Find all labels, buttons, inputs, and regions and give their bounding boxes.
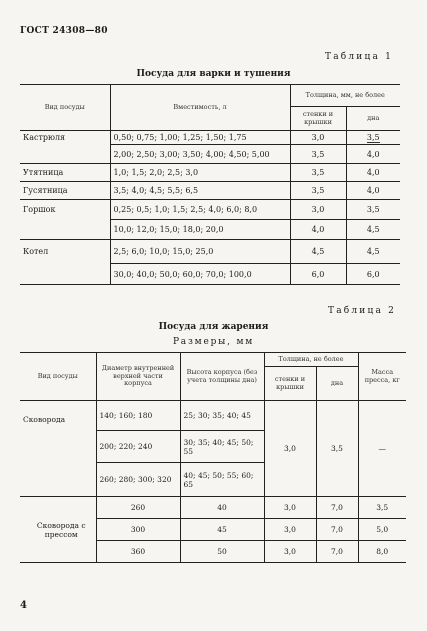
table-row <box>20 220 400 240</box>
table1-bottom: 4,5 <box>346 220 400 240</box>
table2-header-walls: стенки и крышки <box>264 367 316 401</box>
table2-bottom: 7,0 <box>316 541 358 563</box>
table1-walls: 3,5 <box>290 145 346 164</box>
table1-walls: 4,0 <box>290 220 346 240</box>
table2-group1-walls: 3,0 <box>264 401 316 497</box>
table2-group1-type: Сковорода <box>20 401 96 497</box>
table1-header-volume: Вместимость, л <box>110 85 290 131</box>
table1-type: Котел <box>20 240 110 264</box>
table1-title: Посуда для варки и тушения <box>136 69 291 79</box>
table2-header-vid: Вид посуды <box>20 353 96 401</box>
table1-walls: 3,0 <box>290 131 346 145</box>
table1-bottom: 6,0 <box>346 264 400 285</box>
page-number: 4 <box>20 600 27 611</box>
table1-volume: 10,0; 12,0; 15,0; 18,0; 20,0 <box>110 220 290 240</box>
table1-header-walls: стенки и крышки <box>290 107 346 131</box>
table2-height: 40; 45; 50; 55; 60; 65 <box>180 463 264 497</box>
table2-bottom: 7,0 <box>316 519 358 541</box>
table2-group2-type: Сковорода с прессом <box>20 497 96 563</box>
table1-volume: 2,5; 6,0; 10,0; 15,0; 25,0 <box>110 240 290 264</box>
table2-header-bottom: дна <box>316 367 358 401</box>
table1-bottom: 4,0 <box>346 145 400 164</box>
table2-height: 40 <box>180 497 264 519</box>
table2-diameter: 140; 160; 180 <box>96 401 180 431</box>
table1-walls: 3,5 <box>290 164 346 182</box>
table1-header-bottom: дна <box>346 107 400 131</box>
table1-bottom: 3,5 <box>346 200 400 220</box>
table2-diameter: 360 <box>96 541 180 563</box>
table2-bottom: 7,0 <box>316 497 358 519</box>
table1-header-vid: Вид посуды <box>20 85 110 131</box>
table-row <box>20 264 400 285</box>
table1-type: Утятница <box>20 164 110 182</box>
table1 <box>20 84 400 285</box>
table2-subtitle: Размеры, мм <box>172 337 255 347</box>
table2-walls: 3,0 <box>264 541 316 563</box>
table-row <box>20 164 400 182</box>
table2-diameter: 200; 220; 240 <box>96 431 180 463</box>
table2-group1-mass: — <box>358 401 406 497</box>
table2-header-diameter: Диаметр внутренней верхней части корпуса <box>96 353 180 401</box>
table1-label: Таблица 1 <box>325 52 394 62</box>
table2-mass: 8,0 <box>358 541 406 563</box>
table2-header-height: Высота корпуса (без учета толщины дна) <box>180 353 264 401</box>
table1-bottom: 4,0 <box>346 164 400 182</box>
table2-header-mass: Масса пресса, кг <box>358 353 406 401</box>
table2-group1-bottom: 3,5 <box>316 401 358 497</box>
table1-walls: 3,5 <box>290 182 346 200</box>
table1-walls: 6,0 <box>290 264 346 285</box>
table1-type: Горшок <box>20 200 110 220</box>
table2-height: 25; 30; 35; 40; 45 <box>180 401 264 431</box>
table-row <box>20 145 400 164</box>
table1-walls: 3,0 <box>290 200 346 220</box>
table2-mass: 3,5 <box>358 497 406 519</box>
table1-volume: 30,0; 40,0; 50,0; 60,0; 70,0; 100,0 <box>110 264 290 285</box>
table1-bottom <box>346 131 400 145</box>
table1-volume: 0,50; 0,75; 1,00; 1,25; 1,50; 1,75 <box>110 131 290 145</box>
table2 <box>20 352 406 563</box>
table-row <box>20 497 406 519</box>
table2-mass: 5,0 <box>358 519 406 541</box>
table1-type <box>20 145 110 164</box>
table1-type: Кастрюля <box>20 131 110 145</box>
table1-bottom-value: 3,5 <box>366 132 380 142</box>
table1-volume: 1,0; 1,5; 2,0; 2,5; 3,0 <box>110 164 290 182</box>
table2-diameter: 260; 280; 300; 320 <box>96 463 180 497</box>
table-row <box>20 131 400 145</box>
table-row <box>20 200 400 220</box>
table-row <box>20 240 400 264</box>
table2-height: 45 <box>180 519 264 541</box>
table2-walls: 3,0 <box>264 519 316 541</box>
table2-walls: 3,0 <box>264 497 316 519</box>
table2-diameter: 300 <box>96 519 180 541</box>
table1-type: Гусятница <box>20 182 110 200</box>
table1-volume: 2,00; 2,50; 3,00; 3,50; 4,00; 4,50; 5,00 <box>110 145 290 164</box>
table2-label: Таблица 2 <box>328 306 397 316</box>
table2-height: 30; 35; 40; 45; 50; 55 <box>180 431 264 463</box>
table1-volume: 3,5; 4,0; 4,5; 5,5; 6,5 <box>110 182 290 200</box>
standard-header: ГОСТ 24308—80 <box>20 26 108 36</box>
table-row <box>20 182 400 200</box>
table1-type <box>20 264 110 285</box>
table1-bottom: 4,0 <box>346 182 400 200</box>
table2-diameter: 260 <box>96 497 180 519</box>
table1-type <box>20 220 110 240</box>
table1-bottom: 4,5 <box>346 240 400 264</box>
table2-header-thickness: Толщина, не более <box>264 353 358 367</box>
table-row <box>20 401 406 431</box>
table1-walls: 4,5 <box>290 240 346 264</box>
table1-volume: 0,25; 0,5; 1,0; 1,5; 2,5; 4,0; 6,0; 8,0 <box>110 200 290 220</box>
table2-title: Посуда для жарения <box>158 322 269 332</box>
table1-header-thickness: Толщина, мм, не более <box>290 85 400 107</box>
table2-height: 50 <box>180 541 264 563</box>
